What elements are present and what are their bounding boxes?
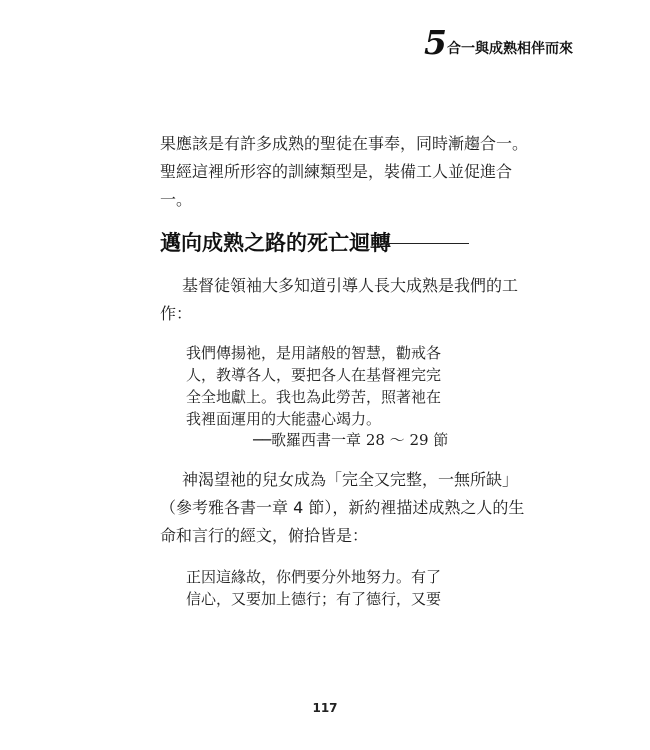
quote-line: 信心，又要加上德行；有了德行，又要 <box>186 590 442 608</box>
page-number: 117 <box>312 701 338 715</box>
paragraph-3 <box>160 466 524 550</box>
paragraph-line: （參考雅各書一章 4 節），新約裡描述成熟之人的生 <box>160 498 525 517</box>
quote-line: 我們傳揚祂，是用諸般的智慧，勸戒各 <box>186 344 442 362</box>
paragraph-line: 基督徒領袖大多知道引導人長大成熟是我們的工 <box>182 276 519 295</box>
paragraph-line: 聖經這裡所形容的訓練類型是，裝備工人並促進合 <box>160 162 513 181</box>
running-header-title: 合一與成熟相伴而來 <box>447 41 573 57</box>
section-heading: 邁向成熟之路的死亡迴轉 <box>160 230 391 255</box>
heading-rule <box>381 243 469 244</box>
quote-line: 我裡面運用的大能盡心竭力。 <box>186 410 382 428</box>
paragraph-1 <box>160 130 528 214</box>
quote-line: 全全地獻上。我也為此勞苦，照著祂在 <box>186 388 442 406</box>
paragraph-line: 神渴望祂的兒女成為「完全又完整，一無所缺」 <box>182 470 519 489</box>
chapter-number: 5 <box>424 23 447 62</box>
paragraph-line: 命和言行的經文，俯拾皆是： <box>160 526 369 545</box>
scripture-quote-1 <box>186 342 441 430</box>
paragraph-line: 作： <box>160 304 193 323</box>
paragraph-2 <box>160 272 518 328</box>
quote-line: 人，教導各人，要把各人在基督裡完完 <box>186 366 442 384</box>
paragraph-line: 一。 <box>160 190 193 209</box>
paragraph-line: 果應該是有許多成熟的聖徒在事奉，同時漸趨合一。 <box>160 134 529 153</box>
scripture-citation: ──歌羅西書一章 28 ～ 29 節 <box>253 431 449 449</box>
quote-line: 正因這緣故，你們要分外地努力。有了 <box>186 568 442 586</box>
scripture-quote-2 <box>186 566 441 610</box>
